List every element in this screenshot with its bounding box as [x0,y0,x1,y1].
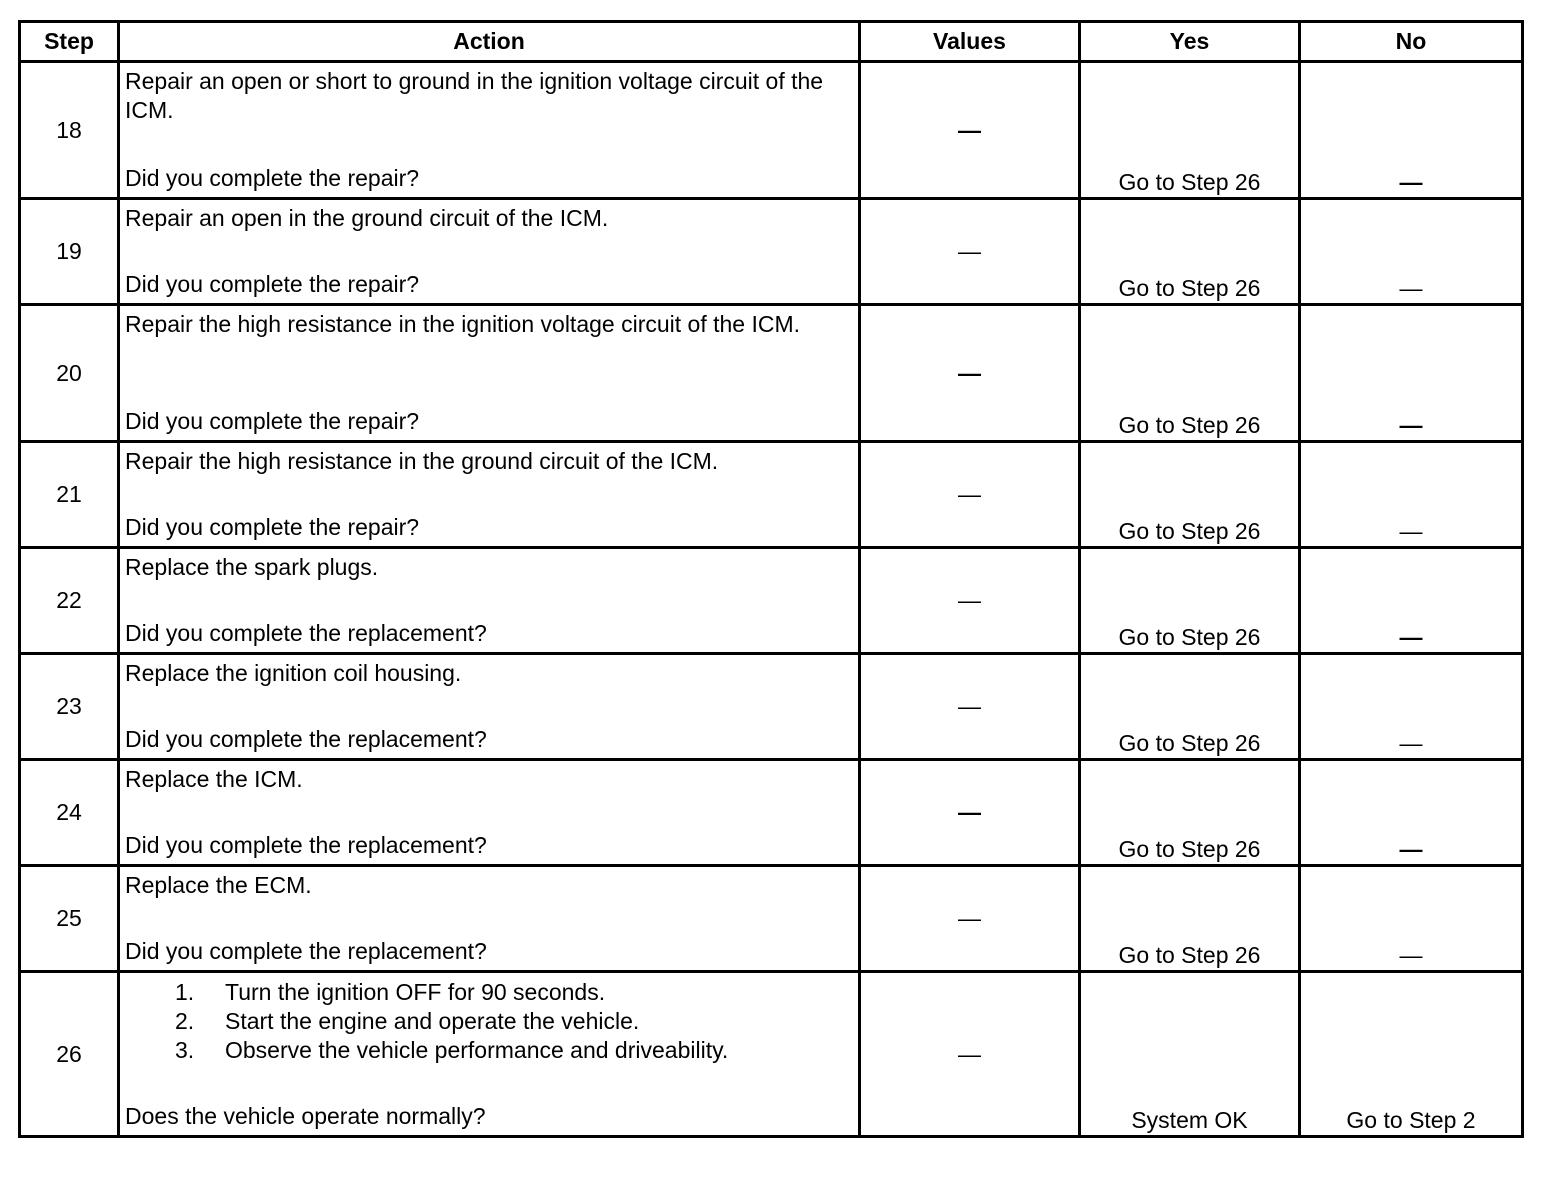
action-cell [119,305,860,442]
no-cell: — [1300,305,1523,442]
values-cell: — [860,654,1080,760]
action-question: Did you complete the repair? [125,271,420,297]
table-row [20,199,1523,305]
no-cell: — [1300,760,1523,866]
step-number: 24 [20,760,119,866]
action-instruction: Replace the ignition coil housing. [125,660,462,686]
header-action: Action [119,22,860,62]
substep-item [125,1007,850,1036]
step-number: 18 [20,62,119,199]
substep-number: 3. [175,1037,195,1063]
values-cell: — [860,442,1080,548]
values-cell: — [860,866,1080,972]
substep-text: Turn the ignition OFF for 90 seconds. [225,979,606,1005]
values-cell: — [860,760,1080,866]
values-cell: — [860,305,1080,442]
table-row [20,654,1523,760]
yes-cell: Go to Step 26 [1080,199,1300,305]
action-instruction: Replace the ICM. [125,766,303,792]
action-cell [119,760,860,866]
step-number: 19 [20,199,119,305]
step-number: 26 [20,972,119,1137]
action-instruction: Repair the high resistance in the ground circuit of the ICM. [125,448,719,474]
yes-cell: Go to Step 26 [1080,548,1300,654]
action-question: Did you complete the replacement? [125,726,487,752]
header-row [20,22,1523,62]
table-row [20,760,1523,866]
substep-text: Start the engine and operate the vehicle. [225,1008,640,1034]
substep-text: Observe the vehicle performance and driveability. [225,1037,729,1063]
step-number: 21 [20,442,119,548]
action-question: Did you complete the replacement? [125,938,487,964]
action-cell [119,972,860,1137]
step-number: 22 [20,548,119,654]
yes-cell: Go to Step 26 [1080,442,1300,548]
no-cell: Go to Step 2 [1300,972,1523,1137]
table-row [20,972,1523,1137]
action-question: Did you complete the repair? [125,408,420,434]
action-question: Did you complete the replacement? [125,620,487,646]
step-number: 25 [20,866,119,972]
yes-cell: Go to Step 26 [1080,654,1300,760]
action-substep-list [125,978,850,1065]
substep-number: 1. [175,979,195,1005]
action-instruction: Repair an open in the ground circuit of the ICM. [125,205,609,231]
table-row [20,866,1523,972]
header-step: Step [20,22,119,62]
no-cell: — [1300,548,1523,654]
yes-cell: Go to Step 26 [1080,760,1300,866]
table-row [20,62,1523,199]
step-number: 23 [20,654,119,760]
action-question: Did you complete the replacement? [125,832,487,858]
header-values: Values [860,22,1080,62]
values-cell: — [860,199,1080,305]
values-cell: — [860,972,1080,1137]
action-instruction: Replace the ECM. [125,872,312,898]
action-instruction: Repair the high resistance in the ignition voltage circuit of the ICM. [125,311,801,337]
table-row [20,442,1523,548]
yes-cell: Go to Step 26 [1080,62,1300,199]
action-cell [119,199,860,305]
substep-item [125,1036,850,1065]
header-yes: Yes [1080,22,1300,62]
action-cell [119,866,860,972]
no-cell: — [1300,62,1523,199]
substep-item [125,978,850,1007]
values-cell: — [860,62,1080,199]
yes-cell: Go to Step 26 [1080,866,1300,972]
values-cell: — [860,548,1080,654]
step-number: 20 [20,305,119,442]
no-cell: — [1300,442,1523,548]
action-cell [119,62,860,199]
action-question: Did you complete the repair? [125,165,420,191]
action-instruction: Replace the spark plugs. [125,554,379,580]
no-cell: — [1300,199,1523,305]
action-question: Does the vehicle operate normally? [125,1103,486,1129]
action-cell [119,654,860,760]
diagnostic-table [18,20,1524,1138]
substep-number: 2. [175,1008,195,1034]
table-row [20,548,1523,654]
yes-cell: System OK [1080,972,1300,1137]
action-instruction: Repair an open or short to ground in the ignition voltage circuit of the ICM. [125,68,824,123]
action-cell [119,548,860,654]
header-no: No [1300,22,1523,62]
no-cell: — [1300,654,1523,760]
no-cell: — [1300,866,1523,972]
yes-cell: Go to Step 26 [1080,305,1300,442]
action-cell [119,442,860,548]
table-row [20,305,1523,442]
action-question: Did you complete the repair? [125,514,420,540]
